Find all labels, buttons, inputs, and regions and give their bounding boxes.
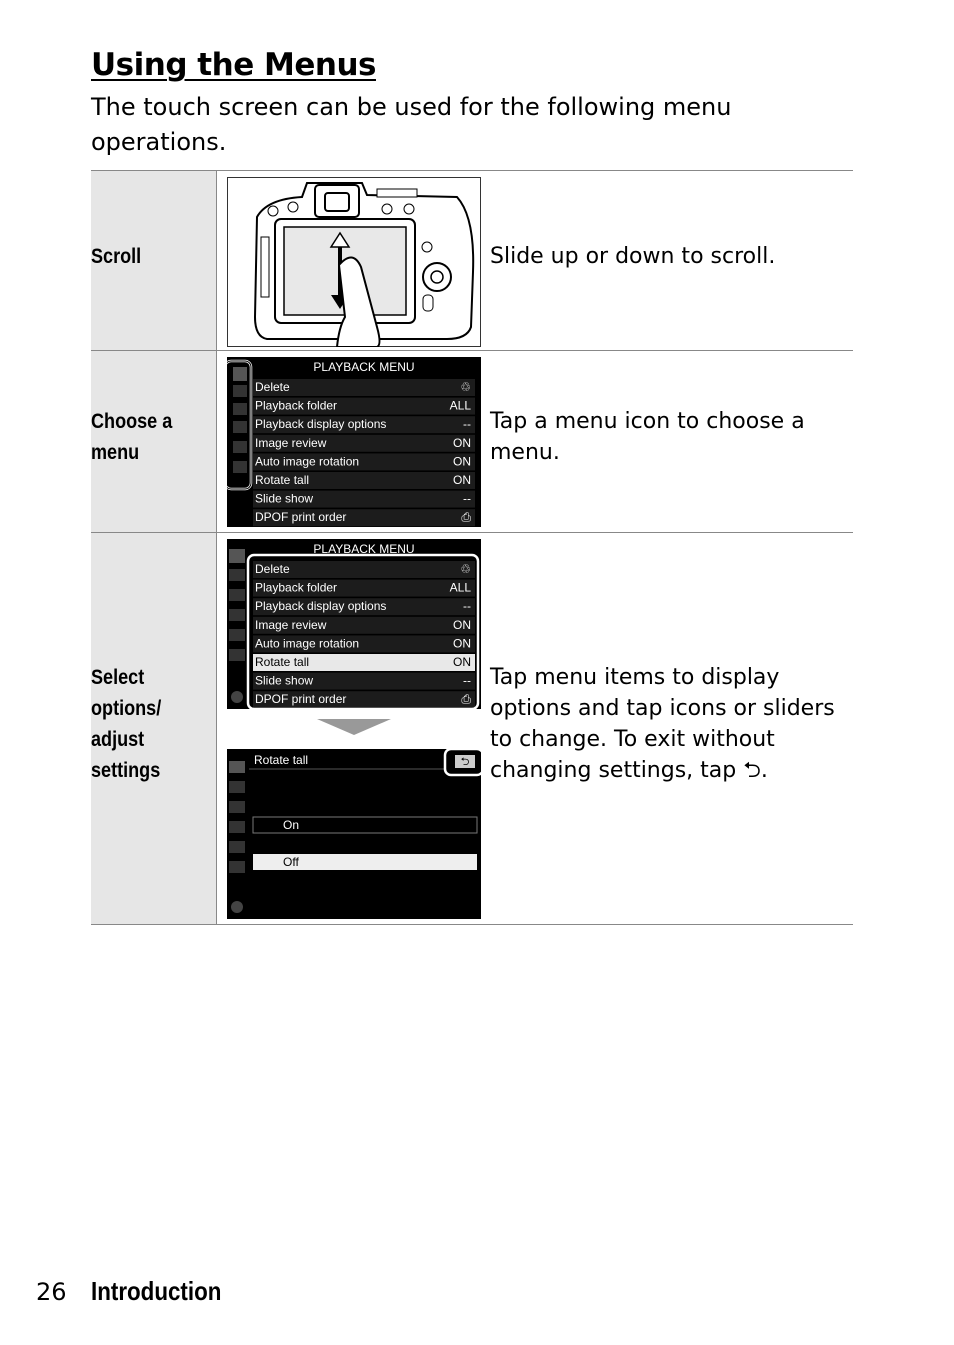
menu-item-value: ♲ [460, 562, 471, 576]
help-icon [231, 691, 243, 703]
menu-item-label: DPOF print order [255, 692, 347, 707]
section-name: Introduction [91, 1276, 222, 1306]
mymenu-tab-icon [233, 461, 247, 473]
menu-item-label: Slide show [255, 491, 314, 506]
playback-menu-screen-selected [227, 539, 481, 709]
menu-item-value: ON [453, 617, 471, 632]
svg-text:⮌: ⮌ [460, 756, 470, 768]
down-arrow [317, 719, 391, 737]
menu-item-value: ALL [449, 580, 471, 595]
row-label: Select options/ adjust settings [91, 666, 162, 782]
menu-item-value: -- [463, 599, 471, 614]
menu-item-label: Auto image rotation [255, 636, 360, 651]
row-description: Tap menu items to display options and tap icons or sliders to change. To exit without changing settings, tap ⮌. [490, 665, 835, 783]
camera-tab-icon [233, 385, 247, 397]
menu-item-label: Delete [255, 380, 290, 394]
camera-tab-icon [229, 781, 245, 793]
menu-item-value: -- [463, 417, 471, 432]
wrench-tab-icon [233, 421, 247, 433]
menu-item-label: Rotate tall [255, 655, 310, 669]
playback-tab-icon [233, 367, 247, 381]
table-row-scroll [91, 170, 853, 351]
menu-item-value: ON [453, 473, 471, 487]
menu-item-value: ⎙ [461, 510, 471, 525]
menu-item-value: ALL [449, 398, 471, 413]
playback-tab-icon [229, 761, 245, 773]
wrench-tab-icon [229, 609, 245, 621]
settings-heading: Rotate tall [254, 753, 309, 767]
option-on-label: On [283, 818, 300, 832]
menu-item-value: ON [453, 636, 471, 651]
menu-item-label: DPOF print order [255, 510, 347, 525]
menu-item-value: -- [463, 491, 471, 506]
pencil-tab-icon [229, 589, 245, 601]
table-row-select-options [91, 532, 853, 925]
menu-heading: PLAYBACK MENU [313, 542, 415, 556]
menu-item-label: Image review [255, 617, 327, 632]
menu-item-value: ⎙ [461, 692, 471, 707]
retouch-tab-icon [229, 841, 245, 853]
menu-item-label: Image review [255, 435, 327, 450]
menu-item-label: Playback folder [255, 398, 338, 413]
menu-item-value: ON [453, 435, 471, 450]
page-title: Using the Menus [91, 47, 376, 83]
menu-item-label: Playback display options [255, 599, 387, 614]
mymenu-tab-icon [229, 861, 245, 873]
page-number: 26 [36, 1278, 67, 1306]
camera-touch-illustration [227, 177, 481, 347]
row-description: Slide up or down to scroll. [490, 244, 776, 269]
row-label-cell [91, 351, 217, 533]
option-off-label: Off [283, 855, 299, 869]
menu-item-label: Playback folder [255, 580, 338, 595]
pencil-tab-icon [229, 801, 245, 813]
menu-item-value: ON [453, 655, 471, 669]
wrench-tab-icon [229, 821, 245, 833]
menu-item-label: Slide show [255, 673, 314, 688]
row-label: Scroll [91, 245, 142, 268]
menu-item-label: Playback display options [255, 417, 387, 432]
menu-item-label: Delete [255, 562, 290, 576]
menu-item-value: ♲ [460, 380, 471, 394]
menu-item-label: Rotate tall [255, 473, 310, 487]
intro-text: The touch screen can be used for the following menu operations. [91, 93, 732, 156]
retouch-tab-icon [229, 629, 245, 641]
camera-tab-icon [229, 569, 245, 581]
menu-item-value: ON [453, 454, 471, 469]
pencil-tab-icon [233, 403, 247, 415]
playback-tab-icon [229, 549, 245, 563]
row-label: Choose a menu [91, 410, 173, 464]
help-icon [231, 901, 243, 913]
row-label-cell [91, 533, 217, 924]
retouch-tab-icon [233, 441, 247, 453]
mymenu-tab-icon [229, 649, 245, 661]
row-description: Tap a menu icon to choose a menu. [490, 409, 805, 465]
menu-item-value: -- [463, 673, 471, 688]
row-label-cell [91, 171, 217, 351]
menu-item-label: Auto image rotation [255, 454, 360, 469]
menu-heading: PLAYBACK MENU [313, 360, 415, 374]
playback-menu-screen [227, 357, 481, 527]
table-row-choose-menu [91, 350, 853, 533]
rotate-tall-settings-screen [227, 749, 481, 919]
